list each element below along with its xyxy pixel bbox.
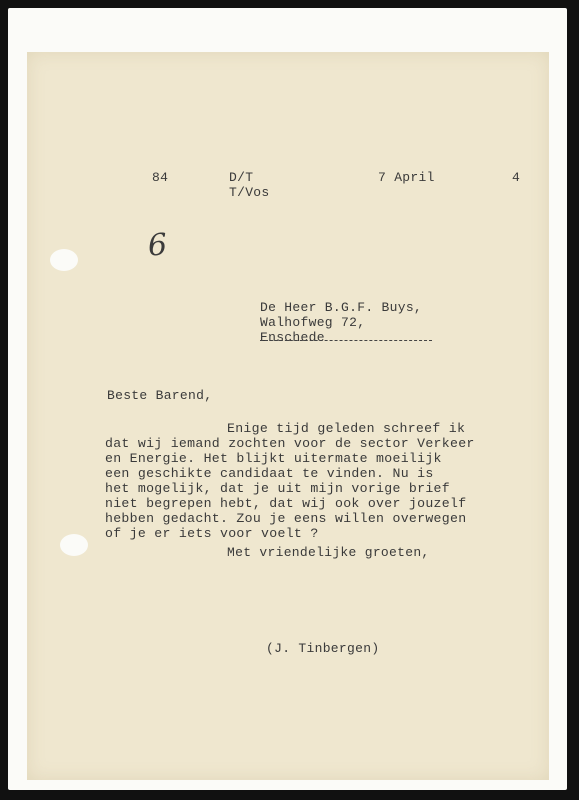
body-line: hebben gedacht. Zou je eens willen overwegen xyxy=(105,511,467,526)
body-line: het mogelijk, dat je uit mijn vorige brief xyxy=(105,481,450,496)
punch-hole-top xyxy=(50,249,78,271)
signature: (J. Tinbergen) xyxy=(266,641,380,656)
letter-number: 84 xyxy=(152,170,169,185)
body-line: Enige tijd geleden schreef ik xyxy=(227,421,466,436)
body-line: dat wij iemand zochten voor de sector Verkeer xyxy=(105,436,475,451)
address-underline xyxy=(260,340,432,341)
punch-hole-bottom xyxy=(60,534,88,556)
handwritten-mark: 6 xyxy=(146,227,169,264)
address-name: De Heer B.G.F. Buys, xyxy=(260,300,423,315)
letter-date: 7 April xyxy=(378,170,435,185)
reference-line-2: T/Vos xyxy=(229,185,270,200)
salutation: Beste Barend, xyxy=(107,388,213,403)
body-line: en Energie. Het blijkt uitermate moeilijk xyxy=(105,451,442,466)
letter-sheet xyxy=(27,52,549,780)
body-line: of je er iets voor voelt ? xyxy=(105,526,319,541)
body-line: niet begrepen hebt, dat wij ook over jouzelf xyxy=(105,496,467,511)
page-marker: 4 xyxy=(512,170,521,185)
reference-line-1: D/T xyxy=(229,170,254,185)
address-street: Walhofweg 72, xyxy=(260,315,366,330)
closing: Met vriendelijke groeten, xyxy=(227,545,430,560)
body-line: een geschikte candidaat te vinden. Nu is xyxy=(105,466,434,481)
address-city: Enschede xyxy=(260,330,325,345)
